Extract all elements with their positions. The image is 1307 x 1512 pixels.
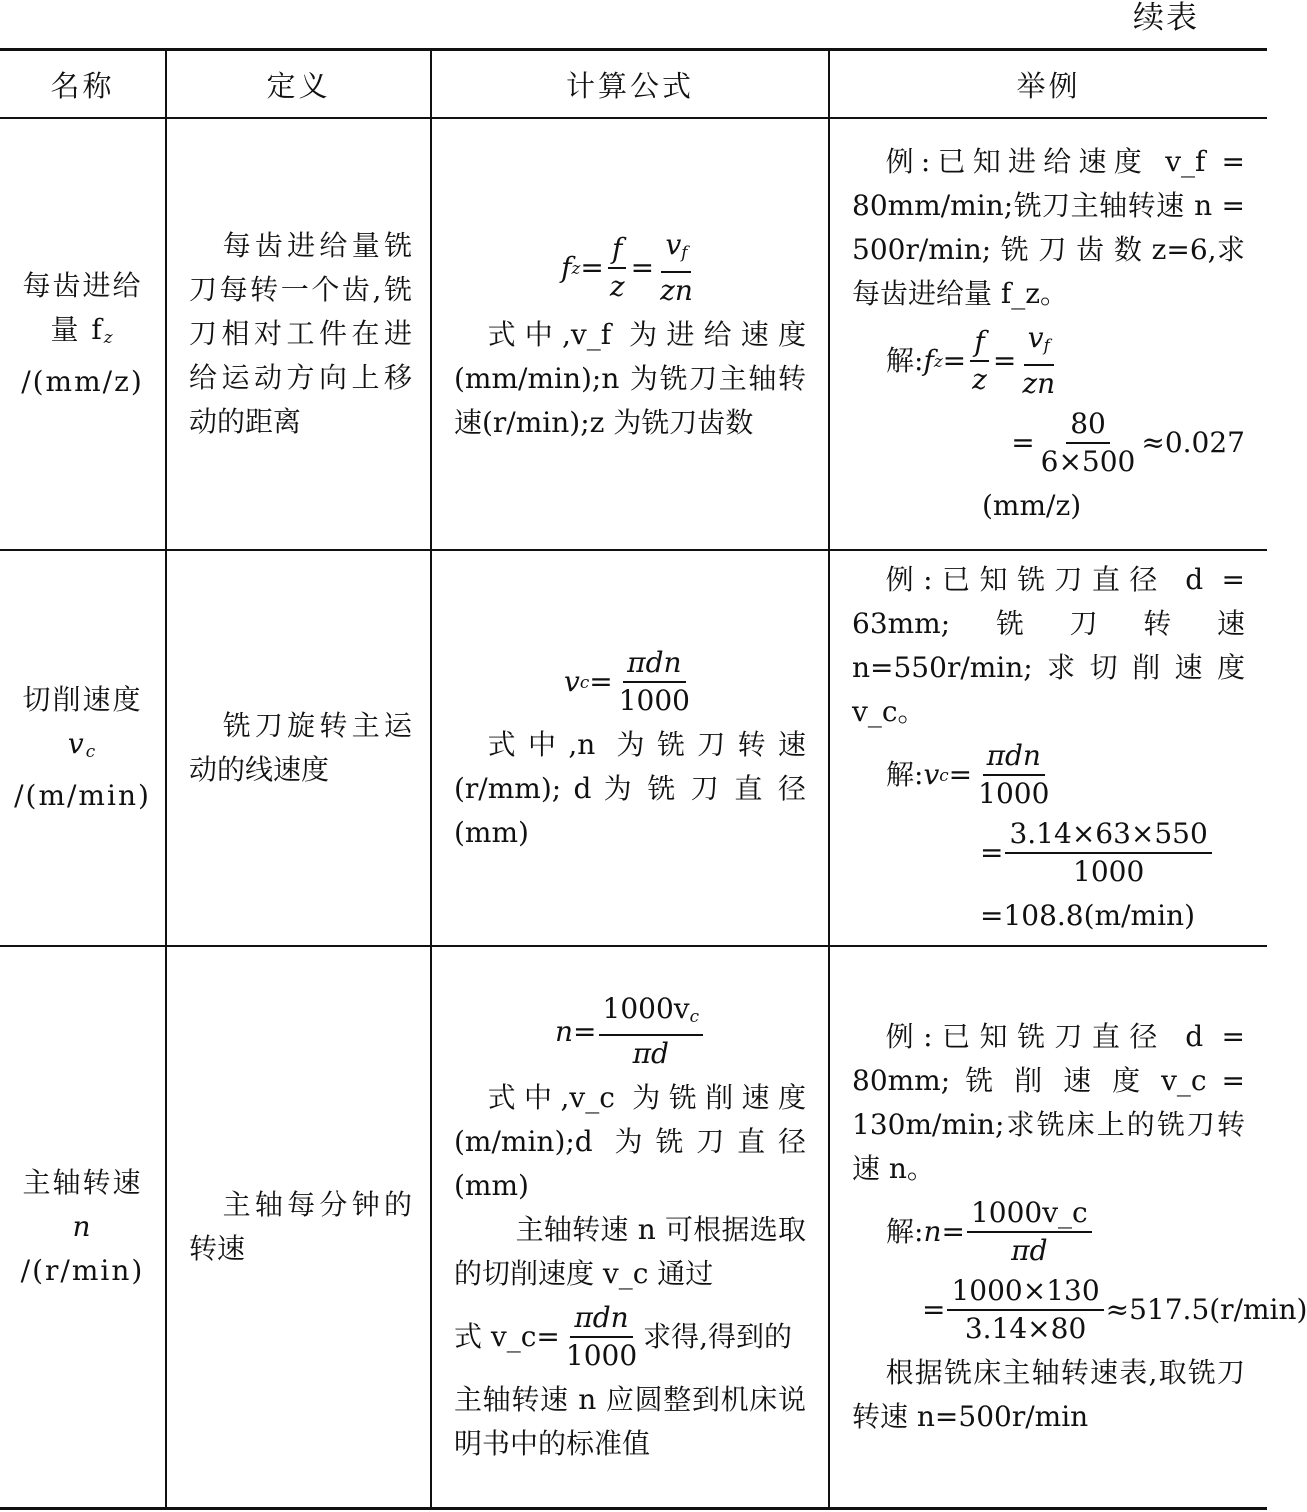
name-line: $v_c$ bbox=[67, 727, 98, 762]
formula-inline: 式 v_c= $\frac{\text{πdn}}{1000}$ 求得,得到的 bbox=[454, 1301, 793, 1373]
name-line: 主轴转速 bbox=[22, 1165, 143, 1199]
formula-note: 主轴转速 n 应圆整到机床说明书中的标准值 bbox=[454, 1383, 806, 1461]
example-solution: 解: v c = $\frac{\text{πdn}}{1000}$ bbox=[886, 739, 1050, 810]
formula-note: 式中,n 为铣刀转速(r/mm); d 为 铣 刀 直 径(mm) bbox=[454, 728, 806, 849]
example-cell bbox=[829, 550, 1267, 946]
example-solution: 解: n = $\frac{1000v\_c}{\pi d}$ bbox=[852, 1195, 1245, 1269]
parameter-table bbox=[0, 48, 1307, 1510]
name-cell bbox=[0, 118, 166, 550]
example-given: 例:已知进给速度 v_f = 80mm/min;铣刀主轴转速 n = 500r/min; 铣 刀 齿 数 z=6,求每齿进给量 f_z。 bbox=[852, 145, 1245, 311]
name-unit: /(r/min) bbox=[20, 1253, 145, 1287]
example-cell bbox=[829, 946, 1307, 1508]
table-row-cutting-speed bbox=[0, 550, 1267, 946]
example-given: 例:已知铣刀直径 d = 63mm;铣刀转速 n=550r/min;求切削速度 v_c。 bbox=[852, 563, 1245, 728]
example-calc: = $\frac{1000\times 130}{3.14\times 80}$ ≈517.5(r/min) bbox=[922, 1273, 1307, 1345]
name-unit: /(mm/z) bbox=[21, 364, 144, 398]
header-definition: 定义 bbox=[166, 50, 431, 119]
table-row-spindle-speed bbox=[0, 946, 1267, 1508]
name-line: 切削速度 bbox=[22, 683, 143, 717]
continued-label: 续表 bbox=[1133, 0, 1199, 36]
name-line: n bbox=[72, 1209, 93, 1243]
name-line: 量 $f_z$ bbox=[50, 313, 115, 348]
example-cell bbox=[829, 118, 1267, 550]
header-formula: 计算公式 bbox=[431, 50, 829, 119]
formula-cell bbox=[431, 946, 829, 1508]
name-unit: /(m/min) bbox=[14, 778, 151, 812]
formula-cell bbox=[431, 118, 829, 550]
example-result: =108.8(m/min) bbox=[980, 899, 1195, 932]
formula-note: 式中,v_f 为进给速度(mm/min);n 为铣刀主轴转速(r/min);z 为铣刀齿数 bbox=[454, 317, 806, 439]
formula: v c = $\frac{\text{πdn}}{1000}$ bbox=[564, 646, 690, 717]
example-unit: (mm/z) bbox=[982, 488, 1082, 522]
name-cell bbox=[0, 550, 166, 946]
formula-cell bbox=[431, 550, 829, 946]
formula-note: 式中,v_c 为铣削速度(m/min);d 为铣刀直径(mm) bbox=[454, 1081, 806, 1203]
header-row bbox=[0, 50, 1267, 119]
formula: f z = $\frac{f}{z}$ = $\frac{v_f}{zn}$ bbox=[561, 228, 693, 307]
name-line: 每齿进给 bbox=[22, 269, 143, 303]
definition-cell: 每齿进给量铣刀每转一个齿,铣刀相对工件在进给运动方向上移动的距离 bbox=[166, 118, 431, 550]
example-given: 例:已知铣刀直径 d = 80mm; 铣 削 速 度 v_c = 130m/min;求铣床上的铣刀转速 n。 bbox=[852, 1019, 1245, 1185]
formula-note: 主轴转速 n 可根据选取的切削速度 v_c 通过 bbox=[454, 1213, 806, 1291]
example-conclusion: 根据铣床主轴转速表,取铣刀转速 n=500r/min bbox=[852, 1355, 1245, 1433]
example-calc: = $\frac{3.14\times 63\times 550}{1000}$ bbox=[852, 816, 1245, 890]
example-solution: 解: f z = $\frac{f}{z}$ = $\frac{v_f}{zn}$ bbox=[886, 321, 1056, 400]
example-calc: = $\frac{80}{6\times 500}$ ≈0.027 bbox=[1011, 406, 1245, 478]
definition-cell: 主轴每分钟的转速 bbox=[166, 946, 431, 1508]
name-cell bbox=[0, 946, 166, 1508]
table-row-feed-per-tooth bbox=[0, 118, 1267, 550]
definition-cell: 铣刀旋转主运动的线速度 bbox=[166, 550, 431, 946]
header-name: 名称 bbox=[0, 50, 166, 119]
header-example: 举例 bbox=[829, 50, 1267, 119]
formula: n = $\frac{1000v_c}{\pi d}$ bbox=[454, 991, 806, 1072]
